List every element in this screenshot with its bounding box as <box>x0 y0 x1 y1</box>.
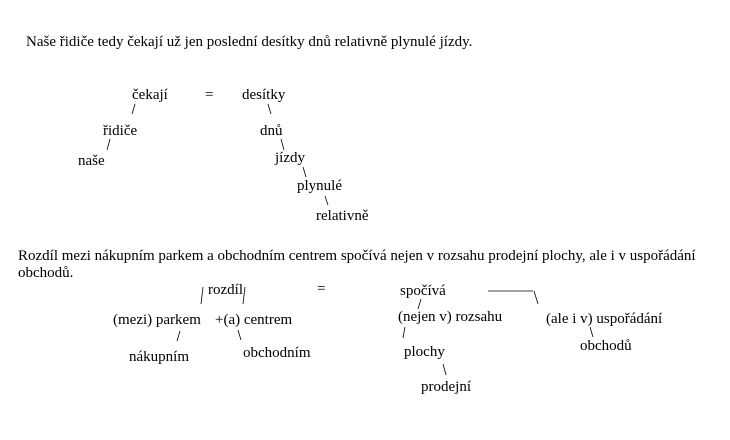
tree1-node-ridice: řidiče <box>103 123 138 139</box>
edge-plynule-relativne <box>325 196 328 205</box>
tree1-node-relativne: relativně <box>316 208 369 224</box>
tree1-node-nase: naše <box>78 153 105 169</box>
tree1-node-dnu: dnů <box>260 123 283 139</box>
edge-plochy-prodejni <box>443 364 446 375</box>
tree2-equals: = <box>317 281 326 297</box>
tree2-node-prodejni: prodejní <box>421 379 471 395</box>
tree2-node-nejen-rozsahu: (nejen v) rozsahu <box>398 309 503 325</box>
tree2-node-mezi-parkem: (mezi) parkem <box>113 312 201 328</box>
edge-centrem-obchodnim <box>238 330 241 340</box>
tree1-node-jizdy: jízdy <box>275 150 305 166</box>
edge-desitky-dnu <box>268 104 271 114</box>
tree2-node-rozdil: rozdíl <box>208 282 243 298</box>
tree2-node-ale-usporadani: (ale i v) uspořádání <box>546 311 663 327</box>
edge-ridice-nase <box>107 139 110 150</box>
edge-spociva-rozsahu <box>418 299 421 309</box>
edge-rozdil-parkem <box>201 287 203 304</box>
edge-usporadani-obchodu <box>590 327 593 337</box>
sentence-1: Naše řidiče tedy čekají už jen poslední desítky dnů relativně plynulé jízdy. <box>26 34 473 50</box>
edge-rozdil-centrem <box>243 287 245 304</box>
edge-rozsahu-plochy <box>403 327 405 338</box>
tree2-node-a-centrem: +(a) centrem <box>215 312 293 328</box>
tree2-node-plochy: plochy <box>404 344 445 360</box>
tree2-node-obchodu: obchodů <box>580 338 632 354</box>
tree1-node-plynule: plynulé <box>297 178 342 194</box>
edge-parkem-nakupnim <box>177 331 180 341</box>
tree2-node-spociva: spočívá <box>400 283 446 299</box>
edge-cekaji-ridice <box>132 104 135 114</box>
edge-connector-usporadani <box>534 291 538 304</box>
edge-jizdy-plynule <box>303 167 306 177</box>
tree1-node-desitky: desítky <box>242 87 286 103</box>
edge-dnu-jizdy <box>281 139 284 150</box>
tree2-node-obchodnim: obchodním <box>243 345 311 361</box>
sentence-2: Rozdíl mezi nákupním parkem a obchodním centrem spočívá nejen v rozsahu prodejní plochy, ale i v uspořádání obchodů. <box>18 248 696 281</box>
tree2-node-nakupnim: nákupním <box>129 349 189 365</box>
tree1-node-cekaji: čekají <box>132 87 168 103</box>
tree1-equals: = <box>205 87 214 103</box>
